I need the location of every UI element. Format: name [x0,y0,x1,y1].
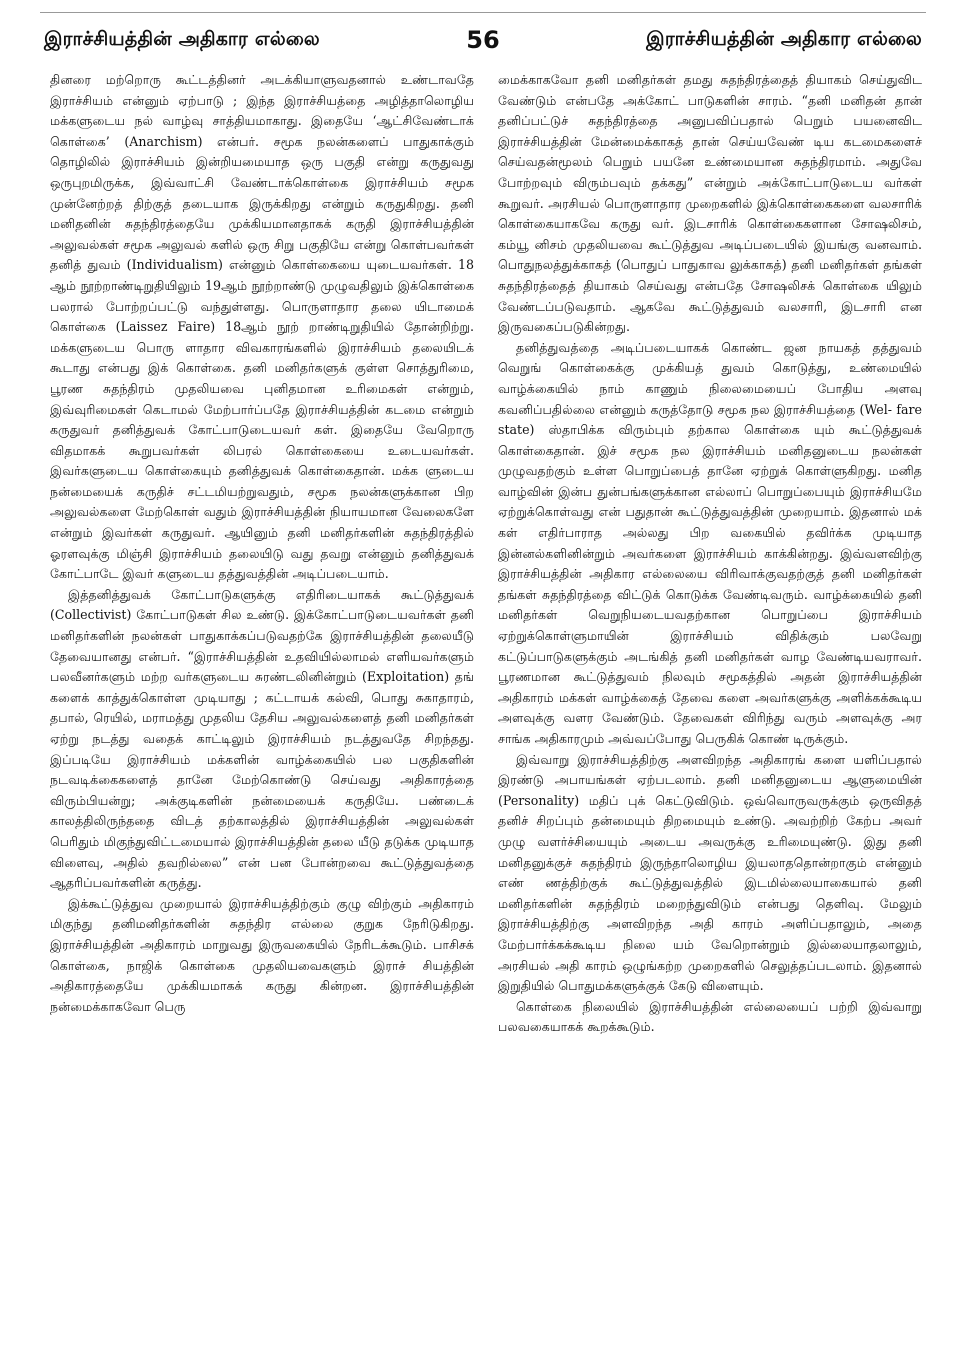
text-columns [50,70,922,1344]
paragraph: தனித்துவத்தை அடிப்படையாகக் கொண்ட ஜன நாயகத் தத்துவம் வெறுங் கொள்கைக்கு முக்கியத் துவம் கொடுத்து, உண்மையில் வாழ்க்கையில் நாம் காணும் நிலைமையைப் போதிய அளவு கவனிப்பதில்லை என்னும் கருத்தோடு சமூக நல இராச்சியத்தை (Wel- fare state) ஸ்தாபிக்க விரும்பும் தற்கால கொள்கை யும் கூட்டுத்துவக் கொள்கைதான். இச் சமூக நல இராச்சியம் மனிதனுடைய நலன்கள் முழுவதற்கும் உள்ள பொறுப்பைத் தானே ஏற்றுக் கொள்ளுகிறது. மனித வாழ்வின் இன்ப துன்பங்களுக்கான எல்லாப் பொறுப்பையும் இராச்சியமே ஏற்றுக்கொள்வது என் பதுதான் கூட்டுத்துவத்தின் முறையாம். இதனால் மக் கள் எதிர்பாராத அல்லது பிற வகையில் தவிர்க்க முடியாத இன்னல்களினின்றும் அவர்களை இராச்சியம் காக்கின்றது. இவ்வளவிற்கு இராச்சியத்தின் அதிகார எல்லையை விரிவாக்குவதற்குத் தனி மனிதர்கள் தங்கள் சுதந்திரத்தை விட்டுக் கொடுக்க வேண்டிவரும். வாழ்க்கையில் தனி மனிதர்கள் வெறுநியடையவதற்கான பொறுப்பை இராச்சியம் ஏற்றுக்கொள்ளுமாயின் இராச்சியம் விதிக்கும் பலவேறு கட்டுப்பாடுகளுக்கும் அடங்கித் தனி மனிதர்கள் வாழ வேண்டியவராவர். பூரணமான கூட்டுத்துவம் நிலவும் சமூகத்தில் அதன் இராச்சியத்தின் அதிகாரம் மக்கள் வாழ்க்கைத் தேவை களை அவர்களுக்கு அளிக்கக்கூடிய அளவுக்கு வளர வேண்டும். தேவைகள் விரிந்து வரும் அளவுக்கு அர சாங்க அதிகாரமும் அவ்வப்போது பெருகிக் கொண் டிருக்கும். [498,339,922,746]
paragraph: இத்தனித்துவக் கோட்பாடுகளுக்கு எதிரிடையாகக் கூட்டுத்துவக் (Collectivist) கோட்பாடுகள் சில உண்டு. இக்கோட்பாடுடையவர்கள் தனி மனிதர்களின் நலன்கள் பாதுகாக்கப்படுவதற்கே இராச்சியத்தின் தலையீடு தேவையானது என்பர். “இராச்சியத்தின் உதவியில்லாமல் எளியவர்களும் பலவீனர்களும் மற்ற வர்களுடைய சுரண்டலினின்றும் (Exploitation) தங் களைக் காத்துக்கொள்ள முடியாது ; கட்டாயக் கல்வி, பொது சுகாதாரம், தபால், ரெயில், மராமத்து முதலிய தேசிய அலுவல்களைத் தனி மனிதர்கள் ஏற்று நடத்து வதைக் காட்டிலும் இராச்சியம் நடத்துவதே சிறந்தது. இப்படியே இராச்சியம் மக்களின் வாழ்க்கையில் பல பகுதிகளின் நடவடிக்கைகளைத் தானே மேற்கொண்டு செய்வது அதிகாரத்தை விரும்பியன்று; அக்குடிகளின் நன்மையைக் கருதியே. பண்டைக் காலத்திலிருந்ததை விடத் தற்காலத்தில் இராச்சியத்தின் அலுவல்கள் பெரிதும் மிகுந்துவிட்டமையால் இராச்சியத்தின் தலை யீடு தடுக்க முடியாத விளைவு, அதில் தவறில்லை” என் பன போன்றவை கூட்டுத்துவத்தை ஆதரிப்பவர்களின் கருத்து. [50,586,474,891]
paragraph: தினரை மற்றொரு கூட்டத்தினர் அடக்கியாளுவதனால் உண்டாவதே இராச்சியம் என்னும் ஏற்பாடு ; இந்த இராச்சியத்தை அழித்தாலொழிய மக்களுடைய நல் வாழ்வு சாத்தியமாகாது. இதையே ‘ஆட்சிவேண்டாக் கொள்கை’ (Anarchism) என்பர். சமூக நலன்களைப் பாதுகாக்கும் தொழிலில் இராச்சியம் இன்றியமையாத ஒரு பகுதி என்று கருதுவது ஒருபுறமிருக்க, இவ்வாட்சி வேண்டாக்கொள்கை இராச்சியம் சமூக முன்னேற்றத் திற்குத் தடையாக இருக்கிறது என்றும் கருதுகிறது. தனி மனிதனின் சுதந்திரத்தையே முக்கியமானதாகக் கருதி இராச்சியத்தின் அலுவல்கள் சமூக அலுவல் களில் ஒரு சிறு பகுதியே என்று கொள்பவர்கள் தனித் துவம் (Individualism) என்னும் கொள்கையை யுடையவர்கள். 18 ஆம் நூற்றாண்டிறுதியிலும் 19ஆம் நூற்றாண்டு முழுவதிலும் இக்கொள்கை பலரால் போற்றப்பட்டு வந்துள்ளது. பொருளாதார தலை யிடாமைக் கொள்கை (Laissez Faire) 18ஆம் நூற் றாண்டிறுதியில் தோன்றிற்று. மக்களுடைய பொரு ளாதார விவகாரங்களில் இராச்சியம் தலையிடக் கூடாது என்பது இக் கொள்கை. தனி மனிதர்களுக் குள்ள சொத்துரிமை, பூரண சுதந்திரம் முதலியவை புனிதமான உரிமைகள் என்றும், இவ்வுரிமைகள் கெடாமல் மேற்பார்ப்பதே இராச்சியத்தின் கடமை என்றும் கருதுவர் தனித்துவக் கோட்பாடுடையவர் கள். இதையே வேறொரு விதமாகக் கூறுபவர்கள் லிபரல் கொள்கையை உடையவர்கள். இவர்களுடைய கொள்கையும் தனித்துவக் கொள்கைதான். மக்க ளுடைய நன்மையைக் கருதிச் சட்டமியற்றுவதும், சமூக நலன்களுக்கான பிற அலுவல்களை மேற்கொள் வதும் இராச்சியத்தின் நியாயமான வேலைகளே என்றும் இவர்கள் கருதுவர். ஆயினும் தனி மனிதர்களின் சுதந்திரத்தில் ஓரளவுக்கு மிஞ்சி இராச்சியம் தலையிடு வது தவறு என்னும் தனித்துவக் கோட்பாடே இவர் களுடைய தத்துவத்தின் அடிப்படையாம். [50,72,474,582]
page-number: 56 [466,26,500,54]
running-title-left: இராச்சியத்தின் அதிகார எல்லை [44,27,320,50]
paragraph: மைக்காகவோ தனி மனிதர்கள் தமது சுதந்திரத்தைத் தியாகம் செய்துவிட வேண்டும் என்பதே அக்கோட் பாடுகளின் சாரம். “தனி மனிதன் தான் தனிப்பட்டுச் சுதந்திரத்தை அனுபவிப்பதால் பெறும் பயனைவிட இராச்சியத்தின் மேன்மைக்காகத் தான் செய்யவேண் டிய கடமைகளைச் செய்வதன்மூலம் பெறும் பயனே உண்மையான சுதந்திரமாம். அதுவே போற்றவும் விரும்பவும் தக்கது” என்றும் அக்கோட்பாடுடைய வர்கள் கூறுவர். அரசியல் பொருளாதார முறைகளில் இக்கொள்கைகளை வலசாரிக் கொள்கையாகவே கருது வர். இடசாரிக் கொள்கைகளான சோஷலிசம், கம்யூ னிசம் முதலியவை கூட்டுத்துவ அடிப்படையில் இயங்கு வனவாம். பொதுநலத்துக்காகத் (பொதுப் பாதுகாவ லுக்காகத்) தனி மனிதர்கள் தங்கள் சுதந்திரத்தைத் தியாகம் செய்வது என்பதே சோஷலிசக் கொள்கை யிலும் வேண்டப்படுவதாம். ஆகவே கூட்டுத்துவம் வலசாரி, இடசாரி என இருவகைப்படுகின்றது. [498,72,922,335]
paragraph: இக்கூட்டுத்துவ முறையால் இராச்சியத்திற்கும் குழு விற்கும் அதிகாரம் மிகுந்து தனிமனிதர்களின் சுதந்திர எல்லை குறுக நேரிடுகிறது. இராச்சியத்தின் அதிகாரம் மாறுவது இருவகையில் நேரிடக்கூடும். பாசிசக் கொள்கை, நாஜிக் கொள்கை முதலியவைகளும் இராச் சியத்தின் அதிகாரத்தையே முக்கியமாகக் கருது கின்றன. இராச்சியத்தின் நன்மைக்காகவோ பெரு [50,895,474,1014]
left-column [50,70,474,1344]
right-column [498,70,922,1344]
paragraph: இவ்வாறு இராச்சியத்திற்கு அளவிறந்த அதிகாரங் களை யளிப்பதால் இரண்டு அபாயங்கள் ஏற்படலாம். தனி மனிதனுடைய ஆளுமையின் (Personality) மதிப் புக் கெட்டுவிடும். ஒவ்வொருவருக்கும் ஒருவிதத் தனிச் சிறப்பும் தன்மையும் திறமையும் உண்டு. அவற்றிற் கேற்ப அவர் முழு வளர்ச்சியையும் அடைய அவருக்கு உரிமையுண்டு. இது தனி மனிதனுக்குச் சுதந்திரம் இருந்தாலொழிய இயலாததொன்றாகும் என்னும் எண் ணத்திற்குக் கூட்டுத்துவத்தில் இடமில்லையாகையால் தனி மனிதர்களின் சுதந்திரம் மறைந்துவிடும் என்பது தெளிவு. மேலும் இராச்சியத்திற்கு அளவிறந்த அதி காரம் அளிப்பதாலும், அதை மேற்பார்க்கக்கூடிய நிலை யம் வேறொன்றும் இல்லையாதலாலும், அரசியல் அதி காரம் ஒழுங்கற்ற முறைகளில் செலுத்தப்படலாம். இதனால் இறுதியில் பொதுமக்களுக்குக் கேடு விளையும். [498,751,922,994]
top-rule [40,12,926,13]
page-header [44,22,922,58]
running-title-right: இராச்சியத்தின் அதிகார எல்லை [646,27,922,50]
paragraph: கொள்கை நிலையில் இராச்சியத்தின் எல்லையைப் பற்றி இவ்வாறு பலவகையாகக் கூறக்கூடும். [498,998,922,1035]
